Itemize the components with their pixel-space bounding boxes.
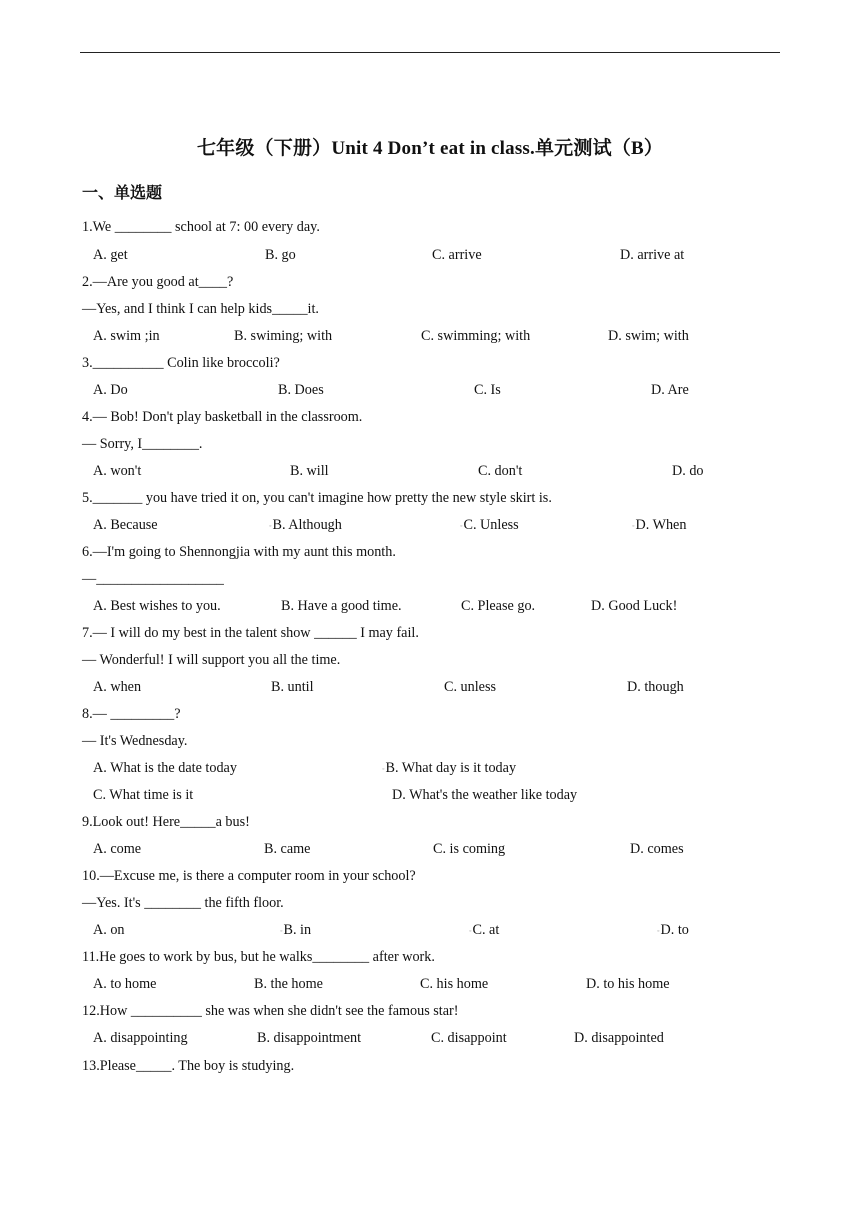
question-5-stem: 5._______ you have tried it on, you can't imagine how pretty the new style skirt is. [82,490,552,506]
section-title: 一、单选题 [82,183,163,202]
question-11-option-a[interactable]: A. to home [93,976,157,992]
page-title: 七年级（下册）Unit 4 Don’t eat in class.单元测试（B） [196,138,664,159]
question-3-option-c[interactable]: C. Is [474,382,501,398]
question-11-option-c[interactable]: C. his home [420,976,489,992]
question-8-option-b[interactable] [382,758,516,778]
question-11-stem: 11.He goes to work by bus, but he walks________ after work. [82,949,435,965]
question-2-response: —Yes, and I think I can help kids_____it. [82,301,319,317]
anchor-mark-icon: ◦ [280,926,283,935]
question-10-response: —Yes. It's ________ the fifth floor. [82,895,284,911]
question-9-option-b[interactable]: B. came [264,841,311,857]
question-5-option-b[interactable] [269,515,342,535]
question-1-option-a[interactable]: A. get [93,247,128,263]
question-8-stem: 8.— _________? [82,706,181,722]
question-1-option-d[interactable]: D. arrive at [620,247,685,263]
question-1-option-b[interactable]: B. go [265,247,296,263]
anchor-mark-icon: ◦ [460,521,463,530]
question-8-response: — It's Wednesday. [82,733,188,749]
question-4-response: — Sorry, I________. [82,436,203,452]
question-1-option-c[interactable]: C. arrive [432,247,482,263]
question-3-option-d[interactable]: D. Are [651,382,689,398]
question-4-stem: 4.— Bob! Don't play basketball in the classroom. [82,409,363,425]
question-12-option-c[interactable]: C. disappoint [431,1030,507,1046]
question-13-stem: 13.Please_____. The boy is studying. [82,1058,295,1074]
anchor-mark-icon: ◦ [469,926,472,935]
question-5-option-c-label: C. Unless [463,517,519,533]
question-6-response: —__________________ [82,571,224,587]
question-8-option-a[interactable]: A. What is the date today [93,760,237,776]
question-5-option-c[interactable] [460,515,519,535]
question-9-option-d[interactable]: D. comes [630,841,684,857]
question-6-option-b[interactable]: B. Have a good time. [281,598,402,614]
question-3-option-a[interactable]: A. Do [93,382,128,398]
question-12-stem: 12.How __________ she was when she didn't see the famous star! [82,1003,459,1019]
question-7-stem: 7.— I will do my best in the talent show ______ I may fail. [82,625,419,641]
question-7-option-a[interactable]: A. when [93,679,142,695]
question-4-option-b[interactable]: B. will [290,463,329,479]
header-rule [80,52,780,53]
question-6-option-d[interactable]: D. Good Luck! [591,598,678,614]
question-2-option-d[interactable]: D. swim; with [608,328,689,344]
question-5-option-d[interactable] [632,515,686,535]
question-3-option-b[interactable]: B. Does [278,382,324,398]
question-4-option-d[interactable]: D. do [672,463,704,479]
question-10-stem: 10.—Excuse me, is there a computer room in your school? [82,868,416,884]
question-9-option-a[interactable]: A. come [93,841,142,857]
question-4-option-c[interactable]: C. don't [478,463,523,479]
question-2-stem: 2.—Are you good at____? [82,274,234,290]
question-8-option-b-label: B. What day is it today [385,760,517,776]
question-7-option-b[interactable]: B. until [271,679,314,695]
question-6-option-a[interactable]: A. Best wishes to you. [93,598,221,614]
anchor-mark-icon: ◦ [382,764,385,773]
question-12-option-d[interactable]: D. disappointed [574,1030,664,1046]
question-4-option-a[interactable]: A. won't [93,463,142,479]
question-9-option-c[interactable]: C. is coming [433,841,506,857]
question-6-stem: 6.—I'm going to Shennongjia with my aunt this month. [82,544,396,560]
question-7-response: — Wonderful! I will support you all the time. [82,652,341,668]
question-5-option-b-label: B. Although [272,517,342,533]
question-10-option-b-label: B. in [283,922,312,938]
question-3-stem: 3.__________ Colin like broccoli? [82,355,280,371]
question-11-option-b[interactable]: B. the home [254,976,323,992]
question-11-option-d[interactable]: D. to his home [586,976,670,992]
question-8-option-d[interactable]: D. What's the weather like today [392,787,578,803]
question-7-option-d[interactable]: D. though [627,679,684,695]
question-8-option-c[interactable]: C. What time is it [93,787,194,803]
question-2-option-a[interactable]: A. swim ;in [93,328,160,344]
question-10-option-d-label: D. to [660,922,689,938]
question-10-option-c[interactable] [469,920,499,940]
question-5-option-d-label: D. When [635,517,687,533]
question-12-option-b[interactable]: B. disappointment [257,1030,362,1046]
anchor-mark-icon: ◦ [269,521,272,530]
question-2-option-c[interactable]: C. swimming; with [421,328,531,344]
anchor-mark-icon: ◦ [657,926,660,935]
question-2-option-b[interactable]: B. swiming; with [234,328,333,344]
question-6-option-c[interactable]: C. Please go. [461,598,536,614]
question-9-stem: 9.Look out! Here_____a bus! [82,814,250,830]
question-10-option-d[interactable] [657,920,689,940]
question-12-option-a[interactable]: A. disappointing [93,1030,188,1046]
question-1-stem: 1.We ________ school at 7: 00 every day. [82,219,320,235]
anchor-mark-icon: ◦ [632,521,635,530]
question-10-option-a[interactable]: A. on [93,922,125,938]
question-10-option-b[interactable] [280,920,311,940]
question-5-option-a[interactable]: A. Because [93,517,158,533]
question-10-option-c-label: C. at [472,922,500,938]
question-7-option-c[interactable]: C. unless [444,679,497,695]
